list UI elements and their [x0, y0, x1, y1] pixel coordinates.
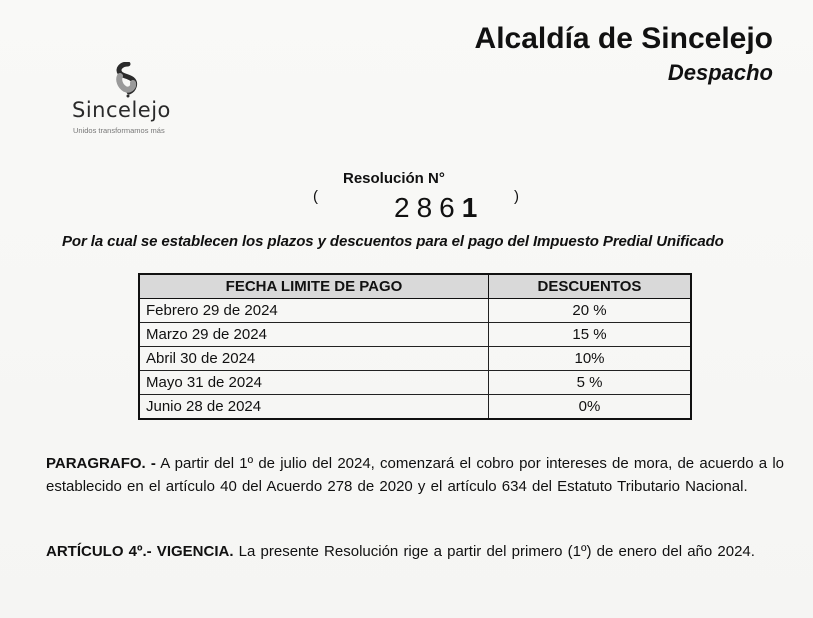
table-row — [139, 347, 691, 371]
resolution-number — [394, 192, 484, 224]
articulo-heading: ARTÍCULO 4º.- VIGENCIA. — [46, 543, 234, 560]
table-row — [139, 323, 691, 347]
paragrafo-heading: PARAGRAFO. - — [46, 455, 156, 472]
paragrafo-paragraph — [46, 452, 784, 498]
resolution-number-last: 1 — [461, 192, 485, 223]
articulo-text: La presente Resolución rige a partir del primero (1º) de enero del año 2024. — [233, 543, 755, 560]
deadline-cell: Marzo 29 de 2024 — [139, 323, 489, 347]
table-header-row — [139, 274, 691, 299]
sincelejo-logo — [72, 58, 202, 138]
discount-cell: 20 % — [489, 299, 692, 323]
resolution-number-main: 286 — [394, 192, 462, 223]
deadline-cell: Junio 28 de 2024 — [139, 395, 489, 420]
deadline-cell: Abril 30 de 2024 — [139, 347, 489, 371]
discount-cell: 15 % — [489, 323, 692, 347]
discount-cell: 10% — [489, 347, 692, 371]
header-title: Alcaldía de Sincelejo — [474, 22, 773, 55]
table-row — [139, 395, 691, 420]
open-parenthesis: ( — [313, 188, 318, 205]
resolution-subject: Por la cual se establecen los plazos y descuentos para el pago del Impuesto Predial Unificado — [62, 233, 724, 250]
paragrafo-text: A partir del 1º de julio del 2024, comenzará el cobro por intereses de mora, de acuerdo a lo establecido en el artículo 40 del Acuerdo 278 de 2020 y el artículo 634 del Estatuto Tributario Nacional. — [46, 455, 784, 495]
articulo-vigencia-paragraph — [46, 540, 784, 563]
resolution-label: Resolución N° — [343, 170, 445, 187]
discount-cell: 5 % — [489, 371, 692, 395]
discount-schedule-table — [138, 273, 692, 420]
header-subtitle: Despacho — [667, 60, 773, 85]
column-header-deadline: FECHA LIMITE DE PAGO — [139, 274, 489, 299]
close-parenthesis: ) — [514, 188, 519, 205]
sincelejo-logo-icon — [112, 62, 142, 98]
logo-tagline: Unidos transformamos más — [73, 126, 165, 135]
discount-cell: 0% — [489, 395, 692, 420]
logo-name: Sincelejo — [72, 98, 171, 122]
table-row — [139, 371, 691, 395]
column-header-discount: DESCUENTOS — [489, 274, 692, 299]
table-row — [139, 299, 691, 323]
deadline-cell: Febrero 29 de 2024 — [139, 299, 489, 323]
deadline-cell: Mayo 31 de 2024 — [139, 371, 489, 395]
